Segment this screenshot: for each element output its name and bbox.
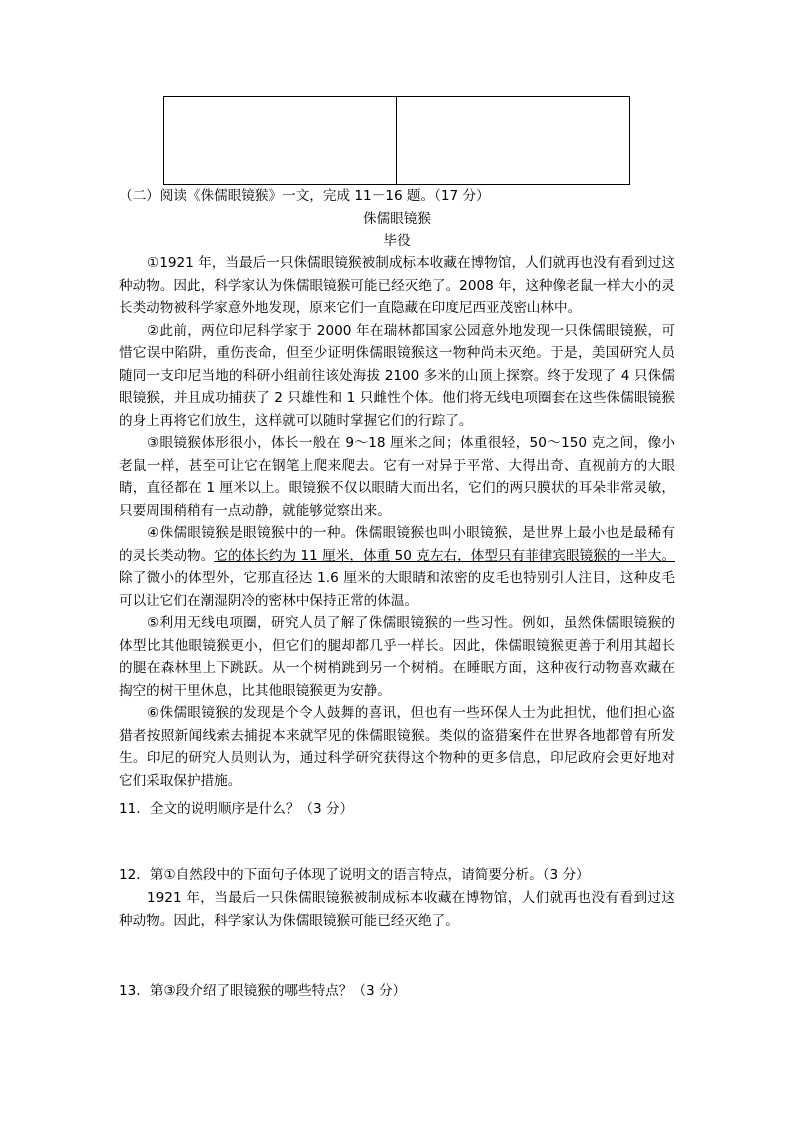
section-heading: （二）阅读《侏儒眼镜猴》一文，完成 11－16 题。（17 分）	[119, 188, 490, 204]
answer-table	[163, 96, 630, 185]
article-body	[119, 252, 675, 792]
question-12-quote: 1921 年，当最后一只侏儒眼镜猴被制成标本收藏在博物馆，人们就再也没有看到过这种动物。因此，科学家认为侏儒眼镜猴可能已经灭绝了。	[119, 890, 675, 929]
paragraph-2: ②此前，两位印尼科学家于 2000 年在瑞林都国家公园意外地发现一只侏儒眼镜猴，可惜它误中陷阱，重伤丧命，但至少证明侏儒眼镜猴这一物种尚未灭绝。于是，美国研究人员随同一支印尼当地的科研小组前往该处海拔 2100 多米的山顶上探察。终于发现了 4 只侏儒眼镜猴，并且成功捕获了 2 只雄性和 1 只雌性个体。他们将无线电项圈套在这些侏儒眼镜猴的身上再将它们放生，这样就可以随时掌握它们的行踪了。	[119, 322, 675, 429]
paragraph-3: ③眼镜猴体形很小，体长一般在 9～18 厘米之间；体重很轻，50～150 克之间，像小老鼠一样，甚至可让它在钢笔上爬来爬去。它有一对异于平常、大得出奇、直视前方的大眼睛，直径都在 1 厘米以上。眼镜猴不仅以眼睛大而出名，它们的两只膜状的耳朵非常灵敏，只要周围稍稍有一点动静，就能够觉察出来。	[119, 435, 675, 519]
question-12: 12．第①自然段中的下面句子体现了说明文的语言特点，请简要分析。（3 分）	[119, 867, 590, 883]
paragraph-6: ⑥侏儒眼镜猴的发现是个令人鼓舞的喜讯，但也有一些环保人士为此担忧，他们担心盗猎者按照新闻线索去捕捉本来就罕见的侏儒眼镜猴。类似的盗猎案件在世界各地都曾有所发生。印尼的研究人员则认为，通过科学研究获得这个物种的更多信息，印尼政府会更好地对它们采取保护措施。	[119, 705, 675, 789]
article-author: 毕役	[383, 233, 411, 249]
question-13: 13．第③段介绍了眼镜猴的哪些特点？（3 分）	[119, 983, 407, 999]
answer-table-cell-left	[164, 97, 396, 184]
question-11: 11．全文的说明顺序是什么？（3 分）	[119, 801, 354, 817]
article-title: 侏儒眼镜猴	[363, 211, 431, 227]
paragraph-4-lead: ④侏儒眼镜猴是眼镜猴中的一种。侏儒眼镜猴也叫小眼镜猴，是世界上最小也是最稀有的灵长类动物。	[119, 525, 675, 564]
paragraph-5: ⑤利用无线电项圈，研究人员了解了侏儒眼镜猴的一些习性。例如，虽然侏儒眼镜猴的体型比其他眼镜猴更小，但它们的腿却都几乎一样长。因此，侏儒眼镜猴更善于利用其超长的腿在森林里上下跳跃。从一个树梢跳到另一个树梢。在睡眠方面，这种夜行动物喜欢藏在掏空的树干里休息，比其他眼镜猴更为安静。	[119, 615, 675, 699]
paragraph-1: ①1921 年，当最后一只侏儒眼镜猴被制成标本收藏在博物馆，人们就再也没有看到过这种动物。因此，科学家认为侏儒眼镜猴可能已经灭绝了。2008 年，这种像老鼠一样大小的灵长类动物被科学家意外地发现，原来它们一直隐藏在印度尼西亚茂密山林中。	[119, 255, 675, 316]
answer-table-cell-right	[396, 97, 629, 184]
paragraph-4	[119, 522, 675, 612]
paragraph-4-underlined-sentence: 它的体长约为 11 厘米，体重 50 克左右，体型只有菲律宾眼镜猴的一半大。	[214, 547, 675, 564]
paragraph-4-tail: 除了微小的体型外，它那直径达 1.6 厘米的大眼睛和浓密的皮毛也特别引人注目，这种皮毛可以让它们在潮湿阴冷的密林中保持正常的体温。	[119, 570, 675, 609]
